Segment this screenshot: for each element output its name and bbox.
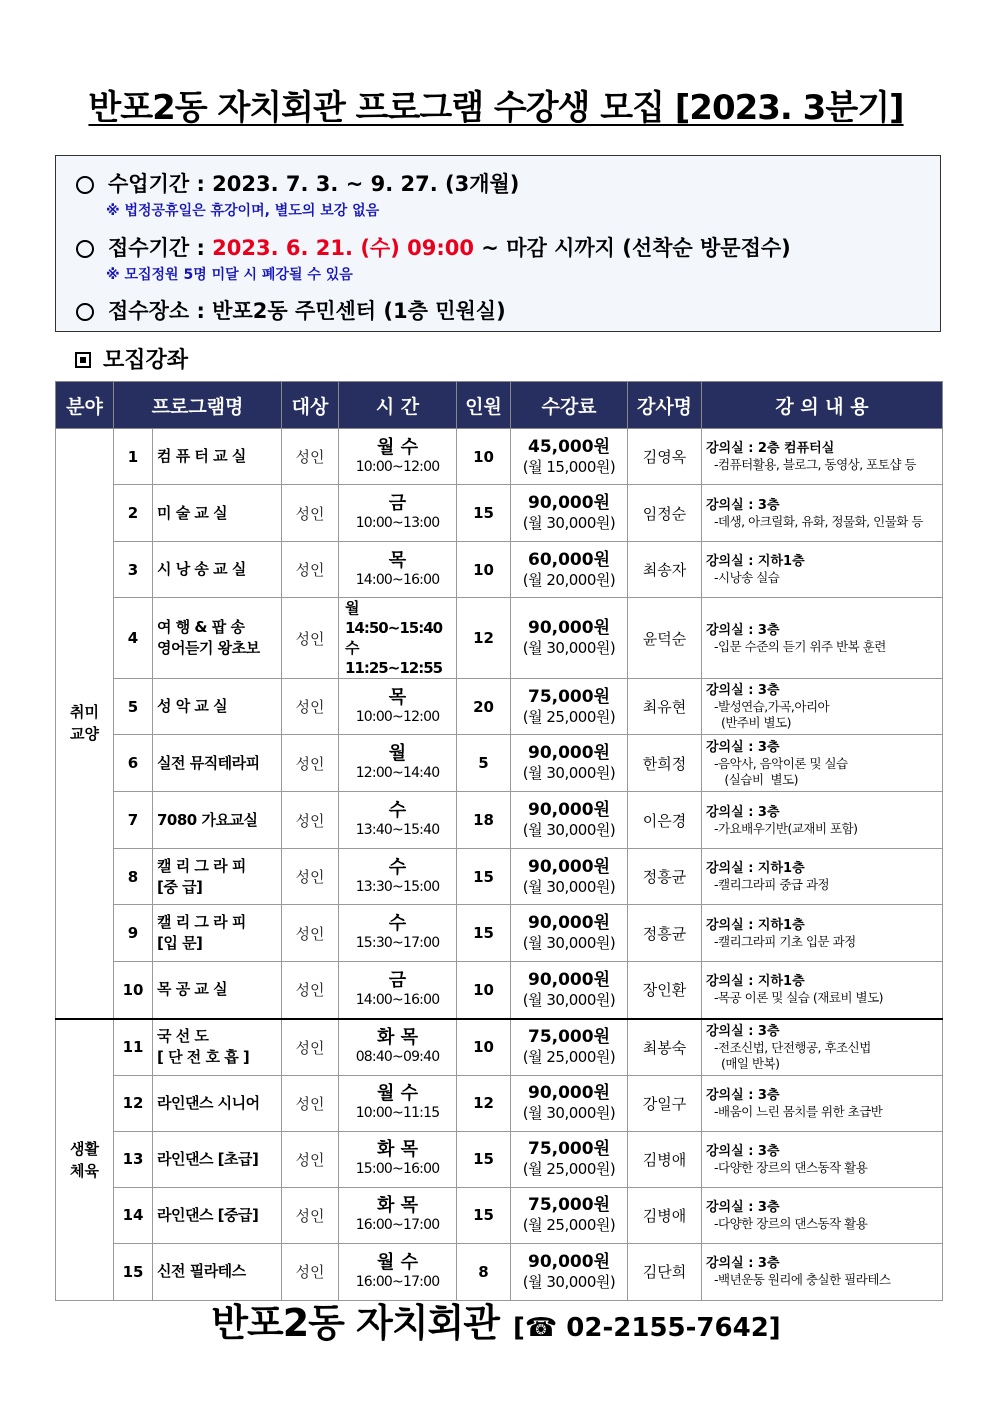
course-description: -발성연습,가곡,아리아 (반주비 별도) bbox=[714, 699, 830, 730]
course-room: 강의실 : 지하1층 bbox=[706, 554, 805, 569]
course-capacity: 5 bbox=[457, 735, 511, 792]
course-room: 강의실 : 2층 컴퓨터실 bbox=[706, 441, 835, 456]
course-name: 목 공 교 실 bbox=[153, 962, 282, 1019]
course-fee bbox=[511, 598, 628, 679]
course-hours: 15:30~17:00 bbox=[355, 935, 440, 951]
course-name: 국 선 도 [ 단 전 호 흡 ] bbox=[153, 1019, 282, 1076]
course-number: 8 bbox=[114, 849, 153, 905]
course-capacity: 20 bbox=[457, 679, 511, 735]
course-number: 12 bbox=[114, 1075, 153, 1131]
course-fee-total: 75,000원 bbox=[527, 1027, 611, 1047]
course-fee-total: 90,000원 bbox=[527, 800, 611, 820]
course-hours: 15:00~16:00 bbox=[355, 1161, 440, 1177]
course-content bbox=[702, 1187, 943, 1243]
course-days: 화 목 bbox=[376, 1027, 419, 1048]
course-description: -목공 이론 및 실습 (재료비 별도) bbox=[714, 990, 884, 1006]
course-time bbox=[339, 1019, 457, 1076]
course-hours: 08:40~09:40 bbox=[355, 1049, 440, 1065]
course-room: 강의실 : 지하1층 bbox=[706, 861, 805, 876]
table-row bbox=[56, 792, 943, 849]
course-instructor: 김영옥 bbox=[628, 429, 702, 485]
course-name: 캘 리 그 라 피 [중 급] bbox=[153, 849, 282, 905]
course-hours: 14:00~16:00 bbox=[355, 991, 440, 1008]
course-days: 금 bbox=[388, 493, 407, 514]
course-target: 성인 bbox=[282, 1187, 339, 1243]
table-header-row bbox=[56, 382, 943, 429]
course-number: 11 bbox=[114, 1019, 153, 1076]
course-capacity: 18 bbox=[457, 792, 511, 849]
course-time bbox=[339, 1075, 457, 1131]
course-fee-monthly: (월 30,000원) bbox=[522, 1272, 616, 1291]
course-description: -캘리그라피 중급 과정 bbox=[714, 877, 830, 892]
course-hours: 16:00~17:00 bbox=[355, 1273, 440, 1290]
course-days: 금 bbox=[388, 969, 407, 991]
course-days: 월 수 bbox=[376, 1251, 419, 1273]
course-target: 성인 bbox=[282, 735, 339, 792]
course-fee-total: 90,000원 bbox=[527, 913, 611, 933]
course-fee-monthly: (월 25,000원) bbox=[522, 1048, 616, 1066]
course-room: 강의실 : 지하1층 bbox=[706, 974, 805, 990]
course-days: 월 수 bbox=[376, 1083, 419, 1104]
course-fee-total: 90,000원 bbox=[527, 493, 611, 513]
course-time bbox=[339, 1131, 457, 1187]
course-number: 4 bbox=[114, 598, 153, 679]
course-room: 강의실 : 3층 bbox=[706, 622, 780, 638]
course-target: 성인 bbox=[282, 1019, 339, 1076]
course-target: 성인 bbox=[282, 429, 339, 485]
course-fee bbox=[511, 1187, 628, 1243]
course-target: 성인 bbox=[282, 1075, 339, 1131]
course-fee-total: 45,000원 bbox=[527, 436, 611, 457]
course-content bbox=[702, 849, 943, 905]
course-fee-monthly: (월 30,000원) bbox=[522, 639, 616, 657]
table-row bbox=[56, 429, 943, 485]
table-row bbox=[56, 905, 943, 962]
course-fee bbox=[511, 1019, 628, 1076]
course-description: -가요배우기반(교재비 포함) bbox=[714, 820, 858, 836]
course-hours: 10:00~11:15 bbox=[355, 1105, 440, 1121]
course-number: 14 bbox=[114, 1187, 153, 1243]
square-bullet-icon bbox=[75, 352, 91, 368]
course-number: 15 bbox=[114, 1243, 153, 1300]
course-name: 라인댄스 [중급] bbox=[153, 1187, 282, 1243]
class-period-line: 수업기간 : 2023. 7. 3. ~ 9. 27. (3개월) bbox=[76, 168, 519, 198]
course-name: 성 악 교 실 bbox=[153, 679, 282, 735]
table-row bbox=[56, 1075, 943, 1131]
header-capacity: 인원 bbox=[457, 382, 511, 429]
course-fee-total: 90,000원 bbox=[527, 1251, 611, 1272]
course-hours: 10:00~12:00 bbox=[355, 708, 440, 725]
course-room: 강의실 : 3층 bbox=[706, 1199, 780, 1215]
course-fee-total: 60,000원 bbox=[527, 549, 611, 570]
course-capacity: 10 bbox=[457, 429, 511, 485]
course-description: -다양한 장르의 댄스동작 활용 bbox=[714, 1215, 868, 1231]
course-instructor: 이은경 bbox=[628, 792, 702, 849]
course-capacity: 15 bbox=[457, 1187, 511, 1243]
course-days: 목 bbox=[388, 549, 407, 571]
course-target: 성인 bbox=[282, 792, 339, 849]
course-instructor: 최봉숙 bbox=[628, 1019, 702, 1076]
course-days: 화 목 bbox=[376, 1195, 419, 1216]
course-description: -캘리그라피 기초 입문 과정 bbox=[714, 933, 856, 949]
course-name: 라인댄스 [초급] bbox=[153, 1131, 282, 1187]
course-days: 화 목 bbox=[376, 1139, 419, 1160]
reception-period-line: 접수기간 : 2023. 6. 21. (수) 09:00 ~ 마감 시까지 (선착순 방문접수) bbox=[76, 232, 791, 262]
course-time bbox=[339, 792, 457, 849]
course-instructor: 최유현 bbox=[628, 679, 702, 735]
reception-note: ※ 모집정원 5명 미달 시 폐강될 수 있음 bbox=[106, 267, 353, 283]
course-content bbox=[702, 485, 943, 542]
course-capacity: 15 bbox=[457, 485, 511, 542]
course-fee-monthly: (월 15,000원) bbox=[522, 457, 616, 476]
course-fee-total: 90,000원 bbox=[527, 856, 611, 877]
course-instructor: 김단희 bbox=[628, 1243, 702, 1300]
course-content bbox=[702, 1019, 943, 1076]
course-days: 수 bbox=[388, 856, 407, 878]
course-name: 7080 가요교실 bbox=[153, 792, 282, 849]
course-capacity: 12 bbox=[457, 598, 511, 679]
course-days: 목 bbox=[388, 686, 407, 708]
course-fee bbox=[511, 962, 628, 1019]
course-description: -배움이 느린 몸치를 위한 초급반 bbox=[714, 1103, 883, 1119]
course-content bbox=[702, 679, 943, 735]
course-time bbox=[339, 1187, 457, 1243]
course-name: 미 술 교 실 bbox=[153, 485, 282, 542]
course-hours: 12:00~14:40 bbox=[355, 765, 440, 781]
footer-org-name: 반포2동 자치회관 bbox=[211, 1301, 499, 1345]
course-content bbox=[702, 429, 943, 485]
course-days: 수 bbox=[388, 800, 407, 821]
course-fee bbox=[511, 905, 628, 962]
course-description: -데생, 아크릴화, 유화, 정물화, 인물화 등 bbox=[714, 513, 923, 529]
course-days: 월 bbox=[388, 743, 407, 764]
course-fee-total: 75,000원 bbox=[527, 1139, 611, 1159]
course-fee-monthly: (월 25,000원) bbox=[522, 1160, 616, 1178]
course-fee-total: 90,000원 bbox=[527, 1083, 611, 1103]
course-room: 강의실 : 3층 bbox=[706, 1087, 780, 1103]
course-target: 성인 bbox=[282, 905, 339, 962]
course-fee-total: 90,000원 bbox=[527, 743, 611, 763]
reception-date: 2023. 6. 21. (수) 09:00 bbox=[212, 236, 474, 260]
course-instructor: 임정순 bbox=[628, 485, 702, 542]
course-capacity: 8 bbox=[457, 1243, 511, 1300]
course-room: 강의실 : 3층 bbox=[706, 1143, 780, 1159]
course-name: 컴 퓨 터 교 실 bbox=[153, 429, 282, 485]
course-name: 캘 리 그 라 피 [입 문] bbox=[153, 905, 282, 962]
course-hours: 10:00~13:00 bbox=[355, 515, 440, 531]
course-instructor: 김병애 bbox=[628, 1187, 702, 1243]
course-fee-monthly: (월 30,000원) bbox=[522, 877, 616, 896]
footer-phone: [☎ 02-2155-7642] bbox=[512, 1313, 781, 1343]
course-capacity: 15 bbox=[457, 905, 511, 962]
table-row bbox=[56, 598, 943, 679]
circle-bullet-icon bbox=[76, 240, 94, 258]
course-content bbox=[702, 598, 943, 679]
course-number: 9 bbox=[114, 905, 153, 962]
course-number: 7 bbox=[114, 792, 153, 849]
course-table bbox=[55, 381, 943, 1301]
course-days: 월 수 bbox=[376, 436, 419, 458]
course-hours: 13:30~15:00 bbox=[355, 878, 440, 895]
course-time bbox=[339, 485, 457, 542]
table-row bbox=[56, 679, 943, 735]
header-fee: 수강료 bbox=[511, 382, 628, 429]
course-number: 10 bbox=[114, 962, 153, 1019]
course-content bbox=[702, 792, 943, 849]
course-target: 성인 bbox=[282, 679, 339, 735]
header-instructor: 강사명 bbox=[628, 382, 702, 429]
course-time-line: 수 11:25~12:55 bbox=[345, 639, 443, 677]
reception-place-line: 접수장소 : 반포2동 주민센터 (1층 민원실) bbox=[76, 295, 506, 325]
course-time bbox=[339, 429, 457, 485]
course-content bbox=[702, 1131, 943, 1187]
course-fee bbox=[511, 1131, 628, 1187]
course-room: 강의실 : 지하1층 bbox=[706, 917, 805, 933]
course-description: -백년운동 원리에 충실한 필라테스 bbox=[714, 1272, 891, 1287]
course-fee-monthly: (월 30,000원) bbox=[522, 764, 616, 782]
header-content: 강 의 내 용 bbox=[702, 382, 943, 429]
course-fee-monthly: (월 30,000원) bbox=[522, 821, 616, 839]
course-room: 강의실 : 3층 bbox=[706, 1023, 780, 1039]
info-box bbox=[55, 155, 941, 332]
table-row bbox=[56, 485, 943, 542]
course-description: -입문 수준의 듣기 위주 반복 훈련 bbox=[714, 638, 886, 654]
course-instructor: 장인환 bbox=[628, 962, 702, 1019]
course-fee bbox=[511, 849, 628, 905]
course-fee-monthly: (월 25,000원) bbox=[522, 1216, 616, 1234]
course-fee-monthly: (월 30,000원) bbox=[522, 1104, 616, 1122]
section-heading: 모집강좌 bbox=[75, 343, 188, 374]
course-number: 13 bbox=[114, 1131, 153, 1187]
course-instructor: 강일구 bbox=[628, 1075, 702, 1131]
course-hours: 16:00~17:00 bbox=[355, 1217, 440, 1233]
page-title: 반포2동 자치회관 프로그램 수강생 모집 [2023. 3분기] bbox=[88, 88, 904, 128]
course-room: 강의실 : 3층 bbox=[706, 739, 780, 755]
course-number: 3 bbox=[114, 542, 153, 598]
course-target: 성인 bbox=[282, 598, 339, 679]
course-capacity: 10 bbox=[457, 1019, 511, 1076]
course-time bbox=[339, 542, 457, 598]
course-room: 강의실 : 3층 bbox=[706, 804, 780, 820]
course-instructor: 정흥균 bbox=[628, 849, 702, 905]
course-name: 라인댄스 시니어 bbox=[153, 1075, 282, 1131]
table-row bbox=[56, 962, 943, 1019]
course-days: 수 bbox=[388, 913, 407, 934]
course-target: 성인 bbox=[282, 849, 339, 905]
course-fee-total: 75,000원 bbox=[527, 686, 611, 707]
course-fee-monthly: (월 30,000원) bbox=[522, 514, 616, 532]
table-row bbox=[56, 542, 943, 598]
course-capacity: 10 bbox=[457, 962, 511, 1019]
course-content bbox=[702, 905, 943, 962]
course-fee bbox=[511, 485, 628, 542]
course-time bbox=[339, 962, 457, 1019]
course-room: 강의실 : 3층 bbox=[706, 497, 780, 513]
header-target: 대상 bbox=[282, 382, 339, 429]
course-description: -음악사, 음악이론 및 실습 (실습비 별도) bbox=[714, 755, 848, 787]
course-fee-monthly: (월 30,000원) bbox=[522, 934, 616, 952]
header-time: 시 간 bbox=[339, 382, 457, 429]
course-name: 신전 필라테스 bbox=[153, 1243, 282, 1300]
course-time bbox=[339, 905, 457, 962]
course-capacity: 15 bbox=[457, 1131, 511, 1187]
course-number: 2 bbox=[114, 485, 153, 542]
course-content bbox=[702, 542, 943, 598]
course-fee bbox=[511, 1075, 628, 1131]
course-target: 성인 bbox=[282, 1243, 339, 1300]
course-fee bbox=[511, 679, 628, 735]
course-number: 6 bbox=[114, 735, 153, 792]
course-name: 시 낭 송 교 실 bbox=[153, 542, 282, 598]
course-room: 강의실 : 3층 bbox=[706, 1256, 780, 1271]
table-row bbox=[56, 1187, 943, 1243]
course-description: -다양한 장르의 댄스동작 활용 bbox=[714, 1159, 868, 1175]
course-content bbox=[702, 735, 943, 792]
course-time bbox=[339, 735, 457, 792]
course-fee bbox=[511, 542, 628, 598]
course-name: 실전 뮤직테라피 bbox=[153, 735, 282, 792]
course-capacity: 15 bbox=[457, 849, 511, 905]
header-program: 프로그램명 bbox=[114, 382, 282, 429]
table-row bbox=[56, 849, 943, 905]
course-time bbox=[339, 849, 457, 905]
footer bbox=[0, 1292, 992, 1347]
course-description: -시낭송 실습 bbox=[714, 570, 780, 585]
course-fee-monthly: (월 20,000원) bbox=[522, 570, 616, 589]
course-fee bbox=[511, 429, 628, 485]
course-instructor: 최송자 bbox=[628, 542, 702, 598]
class-period-note: ※ 법정공휴일은 휴강이며, 별도의 보강 없음 bbox=[106, 203, 380, 219]
header-category: 분야 bbox=[56, 382, 114, 429]
course-number: 5 bbox=[114, 679, 153, 735]
table-row bbox=[56, 735, 943, 792]
course-instructor: 윤덕순 bbox=[628, 598, 702, 679]
course-hours: 13:40~15:40 bbox=[355, 822, 440, 838]
course-time-line: 월 14:50~15:40 bbox=[345, 599, 443, 637]
course-fee-monthly: (월 25,000원) bbox=[522, 707, 616, 726]
course-fee-total: 90,000원 bbox=[527, 969, 611, 990]
course-time bbox=[339, 598, 457, 679]
course-fee bbox=[511, 792, 628, 849]
course-number: 1 bbox=[114, 429, 153, 485]
course-content bbox=[702, 962, 943, 1019]
course-target: 성인 bbox=[282, 1131, 339, 1187]
course-target: 성인 bbox=[282, 962, 339, 1019]
course-content bbox=[702, 1075, 943, 1131]
course-description: -컴퓨터활용, 블로그, 동영상, 포토샵 등 bbox=[714, 457, 916, 472]
course-instructor: 김병애 bbox=[628, 1131, 702, 1187]
course-description: -전조신법, 단전행공, 후조신법 (매일 반복) bbox=[714, 1039, 871, 1071]
table-row bbox=[56, 1019, 943, 1076]
course-instructor: 정흥균 bbox=[628, 905, 702, 962]
course-fee-monthly: (월 30,000원) bbox=[522, 990, 616, 1009]
course-hours: 14:00~16:00 bbox=[355, 571, 440, 588]
course-time bbox=[339, 679, 457, 735]
category-sports: 생활 체육 bbox=[56, 1019, 114, 1301]
circle-bullet-icon bbox=[76, 176, 94, 194]
circle-bullet-icon bbox=[76, 303, 94, 321]
course-target: 성인 bbox=[282, 485, 339, 542]
category-hobby: 취미 교양 bbox=[56, 429, 114, 1019]
table-row bbox=[56, 1131, 943, 1187]
course-fee-total: 75,000원 bbox=[527, 1195, 611, 1215]
course-capacity: 12 bbox=[457, 1075, 511, 1131]
course-name: 여 행 & 팝 송 영어듣기 왕초보 bbox=[153, 598, 282, 679]
course-hours: 10:00~12:00 bbox=[355, 458, 440, 475]
course-instructor: 한희정 bbox=[628, 735, 702, 792]
course-target: 성인 bbox=[282, 542, 339, 598]
course-room: 강의실 : 3층 bbox=[706, 683, 780, 698]
course-fee-total: 90,000원 bbox=[527, 618, 611, 638]
course-capacity: 10 bbox=[457, 542, 511, 598]
course-fee bbox=[511, 735, 628, 792]
